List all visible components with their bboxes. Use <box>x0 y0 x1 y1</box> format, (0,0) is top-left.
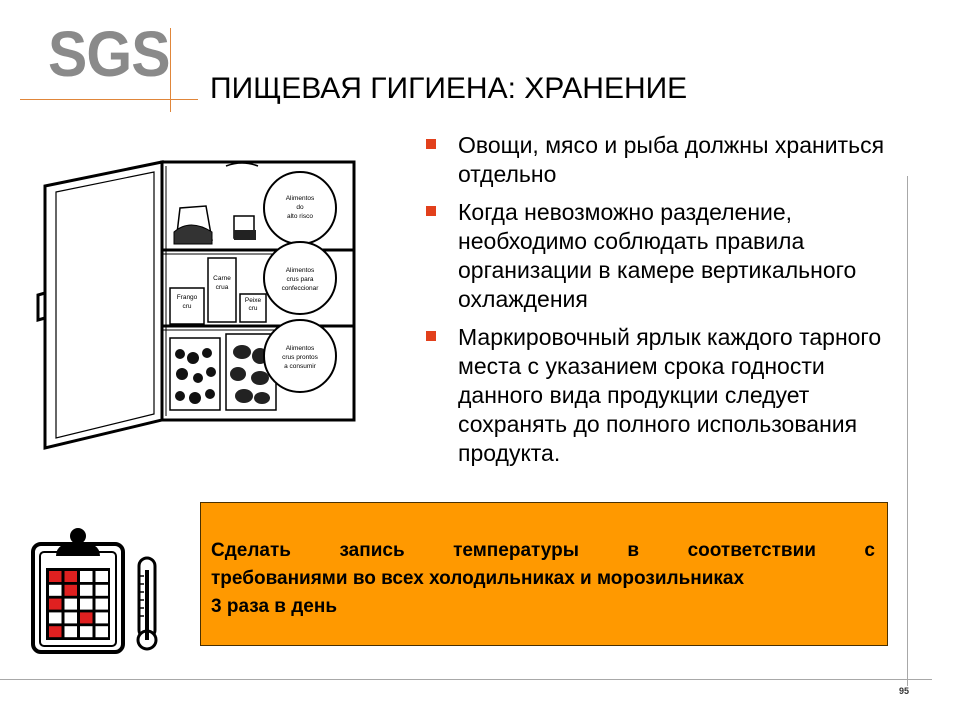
svg-text:confeccionar: confeccionar <box>281 285 319 292</box>
sgs-logo: SGS <box>48 18 170 90</box>
calendar-cell <box>80 599 93 610</box>
svg-text:crus prontos: crus prontos <box>282 354 318 361</box>
calendar-cell <box>65 571 78 582</box>
label-carne: Carne <box>213 275 231 282</box>
svg-text:a consumir: a consumir <box>284 363 316 370</box>
calendar-cell <box>49 585 62 596</box>
label-frango: Frango <box>176 294 198 301</box>
label-peixe: Peixe <box>244 297 262 304</box>
bullet-text: Когда невозможно разделение, необходимо соблюдать правила организации в камере вертикального охлаждения <box>458 199 857 312</box>
bullet-list <box>418 131 898 477</box>
calendar-cell <box>80 626 93 637</box>
calendar-cell <box>65 585 78 596</box>
callout-text <box>211 537 875 621</box>
calendar-cell <box>80 571 93 582</box>
page-number: 95 <box>899 686 910 696</box>
bullet-item <box>418 198 898 314</box>
fridge-door <box>45 162 162 448</box>
bullet-square-icon <box>426 331 436 341</box>
callout-line-2: требованиями во всех холодильниках и морозильниках <box>211 568 745 589</box>
thermometer-icon <box>134 556 160 652</box>
calendar-cell <box>96 612 109 623</box>
svg-text:cru: cru <box>182 303 192 310</box>
calendar-cell <box>96 599 109 610</box>
calendar-cell <box>65 599 78 610</box>
svg-text:alto risco: alto risco <box>286 213 314 220</box>
svg-text:Alimentos: Alimentos <box>285 345 315 352</box>
calendar-cell <box>65 626 78 637</box>
bullet-text: Маркировочный ярлык каждого тарного места с указанием срока годности данного вида продукции следует сохранять до полного использования продукта. <box>458 324 882 466</box>
bottom-divider <box>0 679 932 680</box>
svg-text:crus para: crus para <box>286 276 314 283</box>
svg-text:do: do <box>296 204 304 211</box>
bullet-square-icon <box>426 206 436 216</box>
svg-text:crua: crua <box>215 284 229 291</box>
svg-text:cru: cru <box>248 305 258 312</box>
bullet-item <box>418 323 898 468</box>
clipboard-calendar-icon <box>30 524 126 656</box>
calendar-cell <box>80 612 93 623</box>
bullet-square-icon <box>426 139 436 149</box>
callout-line-3: 3 раза в день <box>211 596 338 617</box>
bullet-text: Овощи, мясо и рыба должны храниться отдельно <box>458 132 885 187</box>
bullet-item <box>418 131 898 189</box>
right-divider <box>907 176 908 686</box>
temperature-callout <box>200 502 888 646</box>
calendar-cell <box>49 626 62 637</box>
calendar-cell <box>96 571 109 582</box>
calendar-cell <box>49 571 62 582</box>
page-title: ПИЩЕВАЯ ГИГИЕНА: ХРАНЕНИЕ <box>210 72 688 105</box>
calendar-cell <box>80 585 93 596</box>
callout-line-1: Сделать запись температуры в соответствии с <box>211 540 875 561</box>
calendar-cell <box>65 612 78 623</box>
calendar-cell <box>96 626 109 637</box>
calendar-cell <box>96 585 109 596</box>
svg-text:Alimentos: Alimentos <box>285 267 315 274</box>
calendar-cell <box>49 599 62 610</box>
svg-text:Alimentos: Alimentos <box>285 195 315 202</box>
logo-horizontal-rule <box>20 99 198 100</box>
calendar-cell <box>49 612 62 623</box>
refrigerator-illustration <box>30 148 370 454</box>
